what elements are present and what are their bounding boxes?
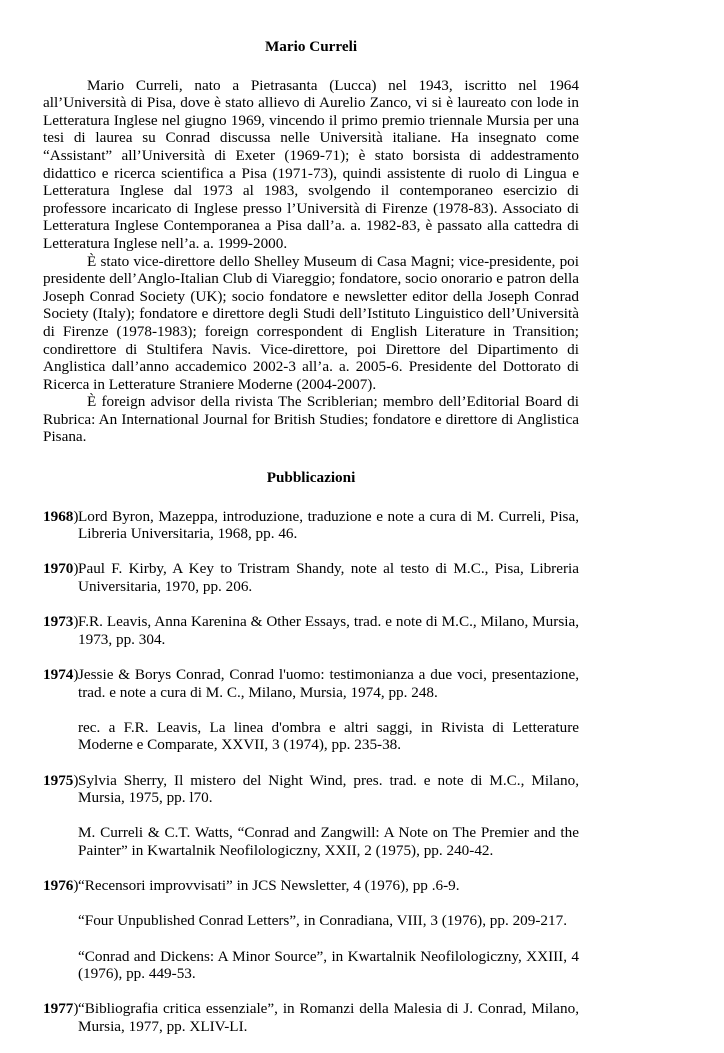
publication-text: F.R. Leavis, Anna Karenina & Other Essays, trad. e note di M.C., Milano, Mursia, 1973, pp. 304. [78,613,579,648]
year-label: 1974) [43,666,79,683]
publication-text: Lord Byron, Mazeppa, introduzione, traduzione e note a cura di M. Curreli, Pisa, Libreria Universitaria, 1968, pp. 46. [78,507,579,543]
year-label: 1968) [43,507,79,525]
publication-entry: “Conrad and Dickens: A Minor Source”, in Kwartalnik Neofilologiczny, XXIII, 4 (1976), pp. 449-53. [78,947,579,983]
publication-entry [43,666,579,701]
publication-entry [43,772,579,807]
publication-entry [43,613,579,648]
year-label: 1970) [43,560,79,578]
publications-heading: Pubblicazioni [266,469,356,487]
publication-entry: “Four Unpublished Conrad Letters”, in Conradiana, VIII, 3 (1976), pp. 209-217. [78,912,567,930]
publication-text: “Recensori improvvisati” in JCS Newsletter, 4 (1976), pp .6-9. [78,877,460,895]
bio-paragraph-1: Mario Curreli, nato a Pietrasanta (Lucca) nel 1943, iscritto nel 1964 all’Università di Pisa, dove è stato allievo di Aurelio Zanco, vi si è laureato con lode in Letteratura Inglese nel giugno 1969, vincendo il primo premio triennale Mursia per una tesi di laurea su Conrad discussa nelle Università italiane. Ha insegnato come “Assistant” all’Università di Exeter (1969-71); è stato borsista di addestramento didattico e ricerca scientifica a Pisa (1971-73), quindi assistente di ruolo di Lingua e Letteratura Inglese dal 1973 al 1983, svolgendo il contemporaneo esercizio di professore incaricato di Inglese presso l’Università di Firenze (1978-83). Associato di Letteratura Inglese Contemporanea a Pisa dall’a. a. 1982-83, è passato alla cattedra di Letteratura Inglese nell’a. a. 1999-2000. [43,76,579,252]
publication-text: “Bibliografia critica essenziale”, in Romanzi della Malesia di J. Conrad, Milano, Mursia, 1977, pp. XLIV-LI. [78,1000,579,1035]
publication-entry [43,1000,579,1035]
year-label: 1976) [43,877,79,895]
publication-entry [43,877,579,895]
publication-text: Sylvia Sherry, Il mistero del Night Wind, pres. trad. e note di M.C., Milano, Mursia, 1975, pp. l70. [78,771,579,807]
publication-entry: rec. a F.R. Leavis, La linea d'ombra e altri saggi, in Rivista di Letterature Moderne e Comparate, XXVII, 3 (1974), pp. 235-38. [78,718,579,754]
publication-entry [43,508,579,543]
publication-text: Jessie & Borys Conrad, Conrad l'uomo: testimonianza a due voci, presentazione, trad. e note a cura di M. C., Milano, Mursia, 1974, pp. 248. [78,666,579,701]
page-title: Mario Curreli [264,38,358,55]
publication-entry: M. Curreli & C.T. Watts, “Conrad and Zangwill: A Note on The Premier and the Painter” in Kwartalnik Neofilologiczny, XXII, 2 (1975), pp. 240-42. [78,824,579,859]
year-label: 1973) [43,613,79,631]
bio-paragraph-2: È stato vice-direttore dello Shelley Museum di Casa Magni; vice-presidente, poi presidente dell’Anglo-Italian Club di Viareggio; fondatore, socio onorario e patron della Joseph Conrad Society (UK); socio fondatore e newsletter editor della Joseph Conrad Society (Italy); fondatore e direttore degli Studi dell’Istituto Linguistico dell’Università di Firenze (1978-1983); foreign correspondent di English Literature in Transition; condirettore di Stultifera Navis. Vice-direttore, poi Direttore del Dipartimento di Anglistica dall’anno accademico 2002-3 all’a. a. 2005-6. Presidente del Dottorato di Ricerca in Letterature Straniere Moderne (2004-2007). [43,252,579,393]
year-label: 1975) [43,771,79,789]
bio-paragraph-3: È foreign advisor della rivista The Scriblerian; membro dell’Editorial Board di Rubrica: An International Journal for British Studies; fondatore e direttore di Anglistica Pisana. [43,393,579,446]
publication-text: Paul F. Kirby, A Key to Tristram Shandy, note al testo di M.C., Pisa, Libreria Universitaria, 1970, pp. 206. [78,560,579,596]
document-page [43,38,579,1053]
publication-entry [43,560,579,595]
year-label: 1977) [43,1000,79,1018]
